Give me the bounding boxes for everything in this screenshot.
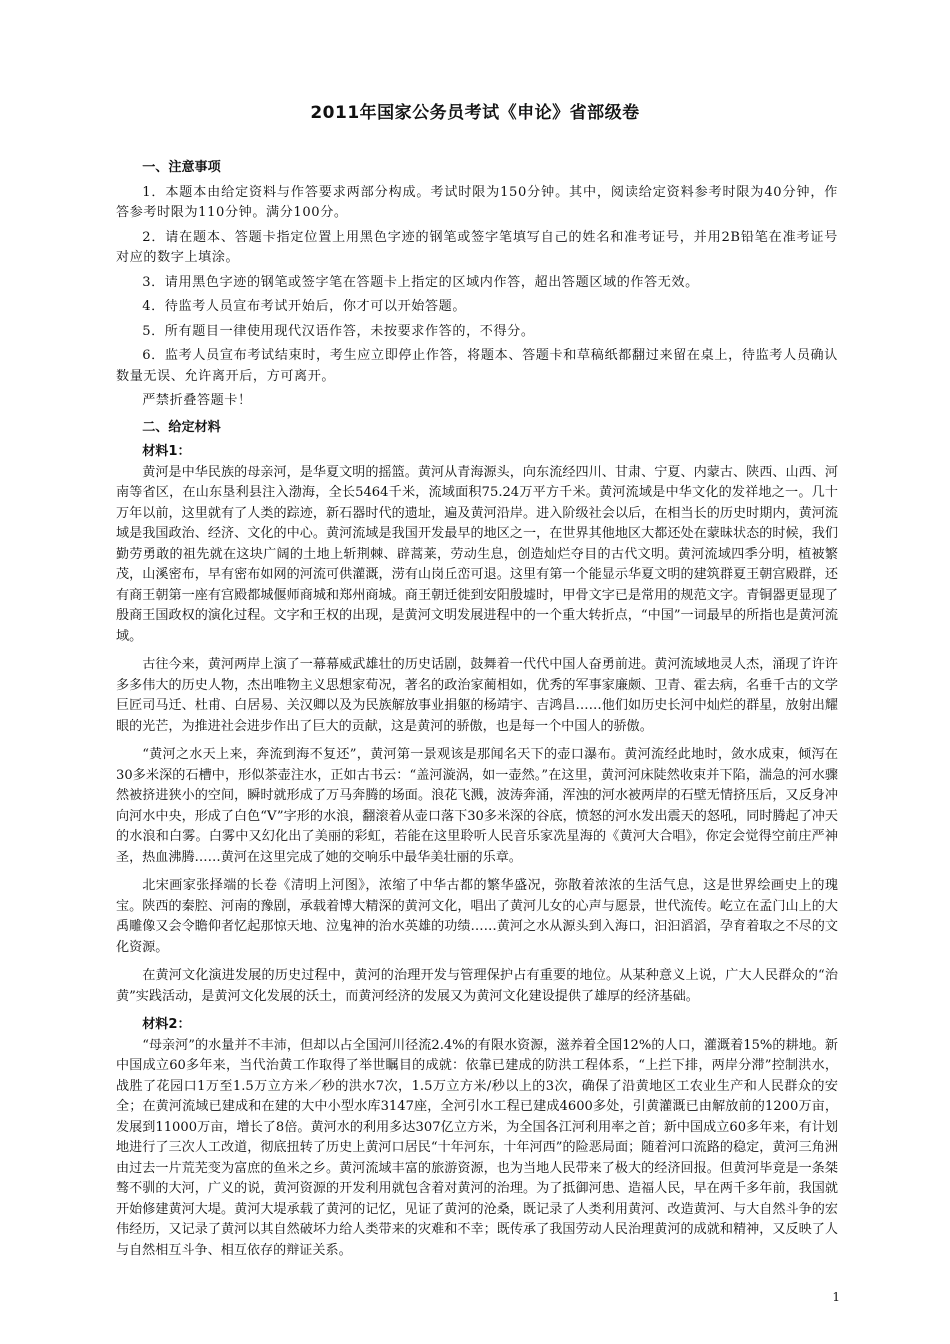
material-paragraph: “黄河之水天上来，奔流到海不复还”，黄河第一景观该是那闻名天下的壶口瀑布。黄河流经此地时，敛水成束，倾泻在30多米深的石槽中，形似茶壶注水，正如古书云：“盖河漩涡，如一壶然。”在这里，黄河河床陡然收束并下陷，湍急的河水骤然被挤进狭小的空间，瞬时就形成了万马奔腾的场面。浪花飞溅，波涛奔涌，浑浊的河水被两岸的石壁无情挤压后，又反身冲向河水中央，形成了白色“V”字形的水浪，翻滚着从壶口落下30多米深的谷底，愤怒的河水发出震天的怒吼，同时腾起了冲天的水浪和白雾。白雾中又幻化出了美丽的彩虹，若能在这里聆听人民音乐家冼星海的《黄河大合唱》，你定会觉得空前庄严神圣，热血沸腾……黄河在这里完成了她的交响乐中最华美壮丽的乐章。 — [116, 747, 838, 865]
page-number: 1 — [832, 1290, 840, 1304]
note-item: 5．所有题目一律使用现代汉语作答，未按要求作答的，不得分。 — [142, 323, 535, 339]
note-item: 6．监考人员宣布考试结束时，考生应立即停止作答，将题本、答题卡和草稿纸都翻过来留在桌上，待监考人员确认数量无误、允许离开后，方可离开。 — [116, 348, 838, 384]
material-paragraph: “母亲河”的水量并不丰沛，但却以占全国河川径流2.4%的有限水资源，滋养着全国12%的人口，灌溉着15%的耕地。新中国成立60多年来，当代治黄工作取得了举世瞩目的成就：依靠已建成的防洪工程体系，“上拦下排，两岸分滞”控制洪水，战胜了花园口1万至1.5万立方米／秒的洪水7次，1.5万立方米/秒以上的3次，确保了沿黄地区工农业生产和人民群众的安全；在黄河流域已建成和在建的大中小型水库3147座，全河引水工程已建成4600多处，引黄灌溉已由解放前的1200万亩，发展到11000万亩，增长了8倍。黄河水的利用多达307亿立方米，为全国各江河利用率之首；新中国成立60多年来，有计划地进行了三次人工改道，彻底扭转了历史上黄河口居民“十年河东，十年河西”的险恶局面；随着河口流路的稳定，黄河三角洲由过去一片荒芜变为富庶的鱼米之乡。黄河流域丰富的旅游资源，也为当地人民带来了极大的经济回报。但黄河毕竟是一条桀骜不驯的大河，广义的说，黄河资源的开发利用就包含着对黄河的治理。为了抵御河患、造福人民，早在两千多年前，我国就开始修建黄河大堤。黄河大堤承载了黄河的记忆，见证了黄河的沧桑，既记录了人类利用黄河、改造黄河、与大自然斗争的宏伟经历，又记录了黄河以其自然破坏力给人类带来的灾难和不幸；既传承了我国劳动人民治理黄河的成就和精神，又反映了人与自然相互斗争、相互依存的辩证关系。 — [116, 1037, 838, 1258]
material-paragraph: 北宋画家张择端的长卷《清明上河图》，浓缩了中华古都的繁华盛况，弥散着浓浓的生活气息，这是世界绘画史上的瑰宝。陕西的秦腔、河南的豫剧，承载着博大精深的黄河文化，唱出了黄河儿女的心声与愿景，世代流传。屹立在孟门山上的大禹雕像又会令瞻仰者忆起那惊天地、泣鬼神的治水英雄的功绩……黄河之水从源头到入海口，汩汩滔滔，孕育着取之不尽的文化资源。 — [116, 878, 838, 955]
material-2-label: 材料2： — [142, 1017, 191, 1032]
material-1-label: 材料1： — [142, 444, 191, 459]
material-paragraph: 古往今来，黄河两岸上演了一幕幕威武雄壮的历史话剧，鼓舞着一代代中国人奋勇前进。黄河流域地灵人杰，涌现了许许多多伟大的历史人物，杰出唯物主义思想家荀况，著名的政治家蔺相如，优秀的军事家廉颇、卫青、霍去病，名垂千古的文学巨匠司马迁、杜甫、白居易、关汉卿以及为民族解放事业捐躯的杨靖宇、吉鸿昌……他们如历史长河中灿烂的群星，放射出耀眼的光芒，为推进社会进步作出了巨大的贡献，这是黄河的骄傲，也是每一个中国人的骄傲。 — [116, 657, 838, 734]
warning-text: 严禁折叠答题卡！ — [142, 393, 252, 408]
material-paragraph: 在黄河文化演进发展的历史过程中，黄河的治理开发与管理保护占有重要的地位。从某种意义上说，广大人民群众的“治黄”实践活动，是黄河文化发展的沃土，而黄河经济的发展又为黄河文化建设提供了雄厚的经济基础。 — [116, 968, 838, 1004]
note-item: 2．请在题本、答题卡指定位置上用黑色字迹的钢笔或签字笔填写自己的姓名和准考证号，并用2B铅笔在准考证号对应的数字上填涂。 — [116, 229, 838, 265]
section-heading-notes: 一、注意事项 — [142, 160, 221, 175]
note-item: 4．待监考人员宣布考试开始后，你才可以开始答题。 — [142, 299, 467, 314]
page-title: 2011年国家公务员考试《申论》省部级卷 — [310, 103, 640, 123]
section-heading-materials: 二、给定材料 — [142, 419, 221, 435]
note-item: 3．请用黑色字迹的钢笔或签字笔在答题卡上指定的区域内作答，超出答题区域的作答无效。 — [142, 274, 699, 290]
document-body — [116, 152, 838, 1261]
note-item: 1．本题本由给定资料与作答要求两部分构成。考试时限为150分钟。其中，阅读给定资料参考时限为40分钟，作答参考时限为110分钟。满分100分。 — [116, 184, 838, 220]
material-paragraph: 黄河是中华民族的母亲河，是华夏文明的摇篮。黄河从青海源头，向东流经四川、甘肃、宁夏、内蒙古、陕西、山西、河南等省区，在山东垦利县注入渤海，全长5464千米，流域面积75.24万平方千米。黄河流域是中华文化的发祥地之一。几十万年以前，这里就有了人类的踪迹，新石器时代的遗址，遍及黄河沿岸。进入阶级社会以后，在相当长的历史时期内，黄河流域是我国政治、经济、文化的中心。黄河流域是我国开发最早的地区之一，在世界其他地区大都还处在蒙昧状态的时候，我们勤劳勇敢的祖先就在这块广阔的土地上斩荆棘、辟蒿莱，劳动生息，创造灿烂夺目的古代文明。黄河流域四季分明，植被繁茂，山溪密布，早有密布如网的河流可供灌溉，涝有山岗丘峦可退。这里有第一个能显示华夏文明的建筑群夏王朝宫殿群，还有商王朝第一座有宫殿都城偃师商城和郑州商城。商王朝迁徙到安阳殷墟时，甲骨文字已是常用的规范文字。青铜器更显现了殷商王国政权的演化过程。文字和王权的出现，是黄河文明发展进程中的一个重大转折点，“中国”一词最早的所指也是黄河流域。 — [116, 464, 838, 644]
